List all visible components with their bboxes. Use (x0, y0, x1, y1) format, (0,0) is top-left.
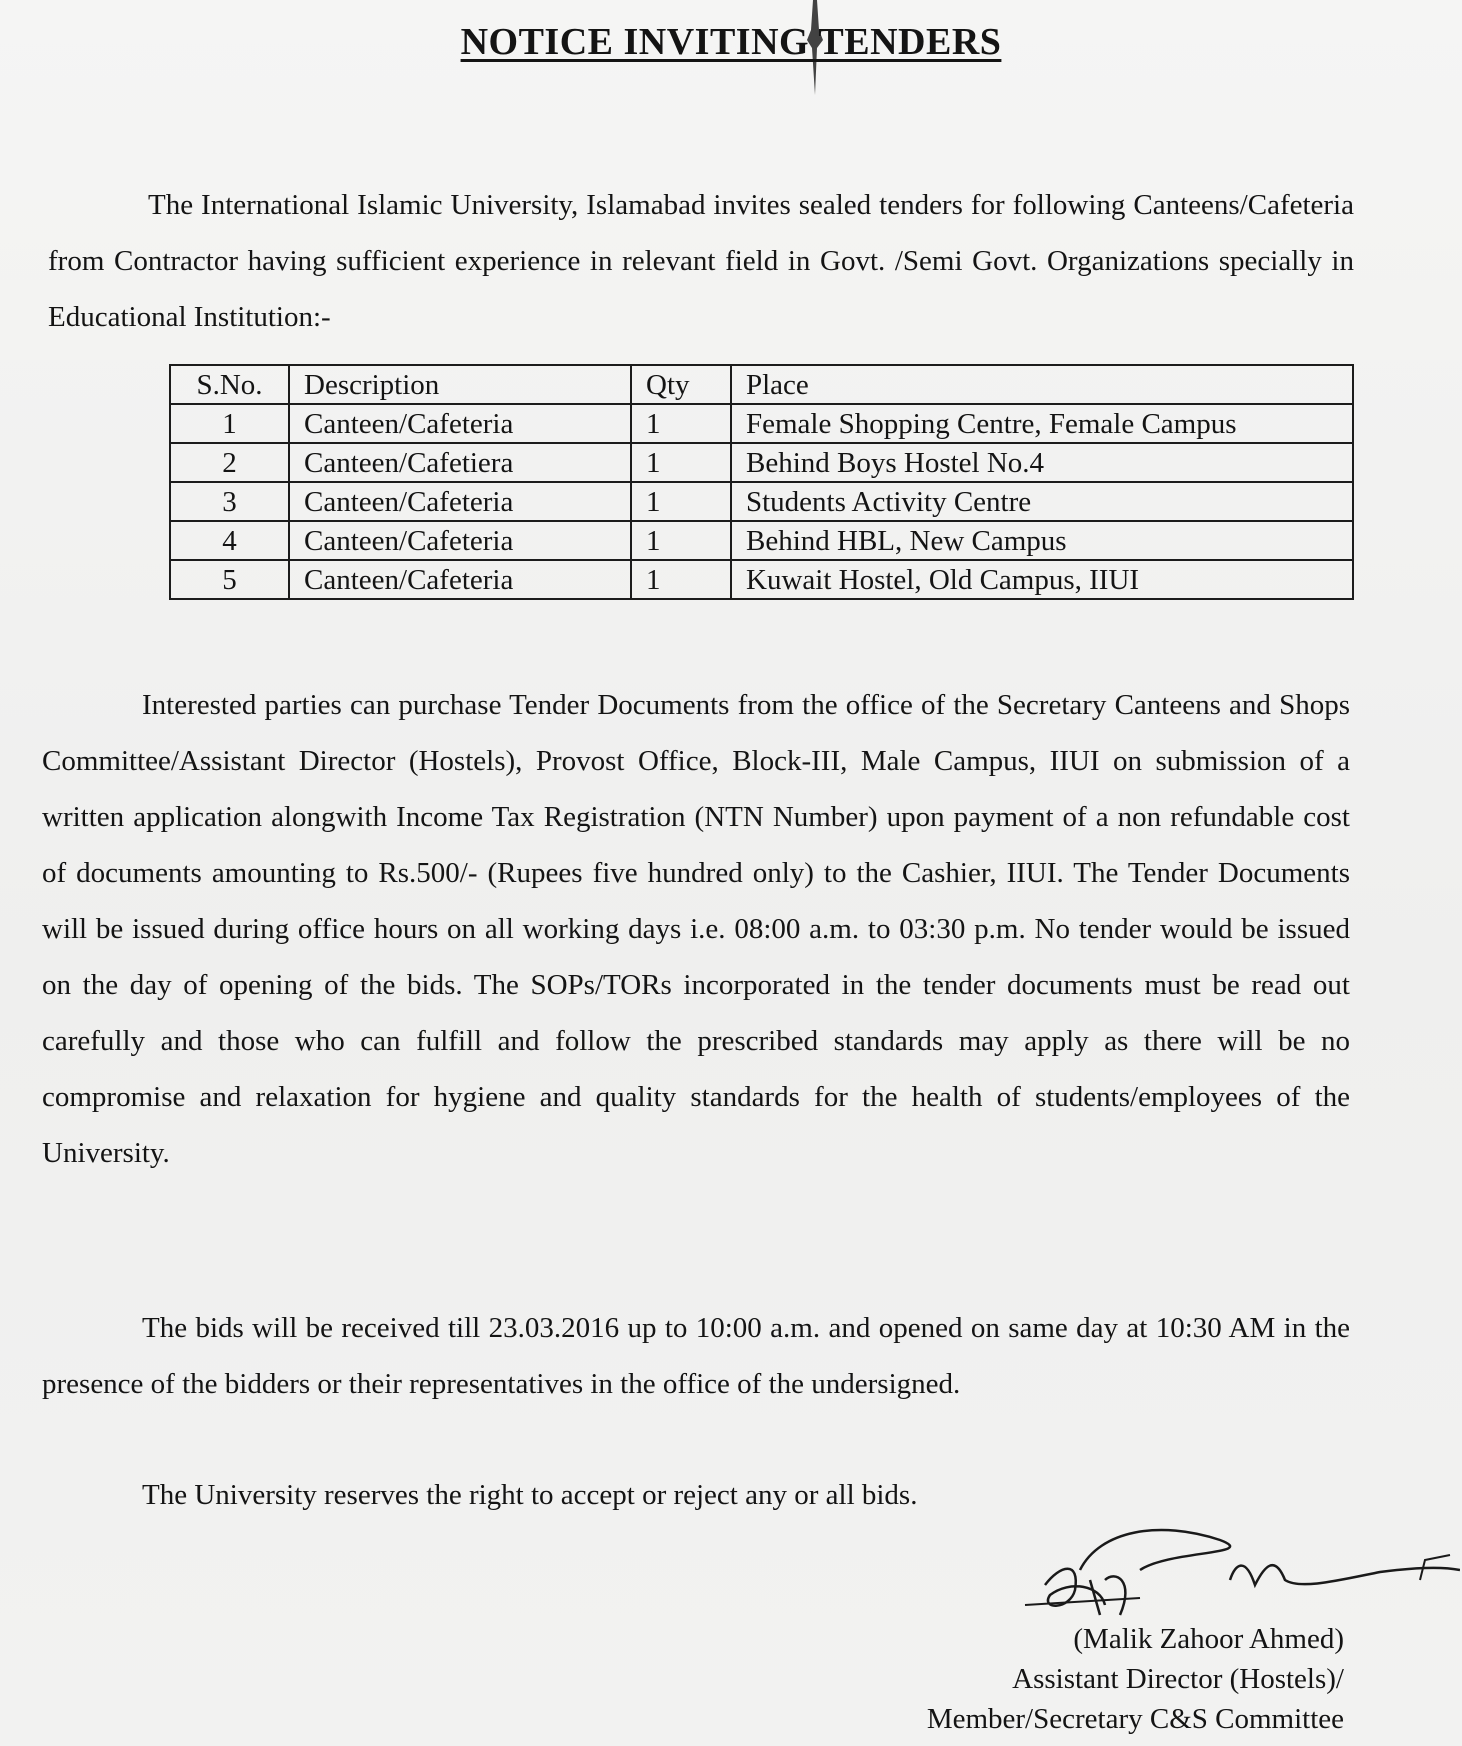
bids-text: The bids will be received till 23.03.2016 up to 10:00 a.m. and opened on same day at 10:30 AM in the presence of the bidders or their representatives in the office of the undersigned. (42, 1312, 1350, 1400)
table-row (170, 443, 1353, 482)
cell-qty: 1 (631, 521, 731, 560)
intro-paragraph (48, 177, 1354, 345)
cell-description: Canteen/Cafetiera (289, 443, 631, 482)
tender-table (169, 364, 1354, 600)
cell-place: Behind Boys Hostel No.4 (731, 443, 1353, 482)
cell-qty: 1 (631, 482, 731, 521)
signatory-name: (Malik Zahoor Ahmed) (1073, 1623, 1344, 1655)
table-header-row (170, 365, 1353, 404)
cell-description: Canteen/Cafeteria (289, 560, 631, 599)
cell-description: Canteen/Cafeteria (289, 404, 631, 443)
cell-description: Canteen/Cafeteria (289, 521, 631, 560)
table-row (170, 482, 1353, 521)
documents-paragraph (42, 677, 1350, 1181)
cell-qty: 1 (631, 404, 731, 443)
documents-text: Interested parties can purchase Tender Documents from the office of the Secretary Canteens and Shops Committee/Assistant Director (Hostels), Provost Office, Block-III, Male Campus, IIUI on submission of a written application alongwith Income Tax Registration (NTN Number) upon payment of a non refundable cost of documents amounting to Rs.500/- (Rupees five hundred only) to the Cashier, IIUI. The Tender Documents will be issued during office hours on all working days i.e. 08:00 a.m. to 03:30 p.m. No tender would be issued on the day of opening of the bids. The SOPs/TORs incorporated in the tender documents must be read out carefully and those who can fulfill and follow the prescribed standards may apply as there will be no compromise and relaxation for hygiene and quality standards for the health of students/employees of the University. (42, 689, 1350, 1169)
cell-place: Female Shopping Centre, Female Campus (731, 404, 1353, 443)
header-place: Place (731, 365, 1353, 404)
rights-text: The University reserves the right to accept or reject any or all bids. (142, 1479, 918, 1511)
table-row (170, 560, 1353, 599)
intro-text: The International Islamic University, Islamabad invites sealed tenders for following Canteens/Cafeteria from Contractor having sufficient experience in relevant field in Govt. /Semi Govt. Organizations specially in Educational Institution:- (48, 189, 1354, 333)
signatory-block (927, 1619, 1344, 1739)
cell-sno: 5 (170, 560, 289, 599)
cell-qty: 1 (631, 443, 731, 482)
cell-place: Students Activity Centre (731, 482, 1353, 521)
cell-sno: 1 (170, 404, 289, 443)
header-qty: Qty (631, 365, 731, 404)
table-row (170, 521, 1353, 560)
header-description: Description (289, 365, 631, 404)
cell-description: Canteen/Cafeteria (289, 482, 631, 521)
notice-title: NOTICE INVITING TENDERS (460, 21, 1002, 63)
table-row (170, 404, 1353, 443)
signatory-designation: Assistant Director (Hostels)/ (1012, 1663, 1344, 1695)
cell-place: Behind HBL, New Campus (731, 521, 1353, 560)
cell-sno: 2 (170, 443, 289, 482)
cell-sno: 4 (170, 521, 289, 560)
cell-qty: 1 (631, 560, 731, 599)
signatory-committee: Member/Secretary C&S Committee (926, 1703, 1344, 1735)
cell-sno: 3 (170, 482, 289, 521)
cell-place: Kuwait Hostel, Old Campus, IIUI (731, 560, 1353, 599)
header-sno: S.No. (170, 365, 289, 404)
bids-paragraph (42, 1300, 1350, 1412)
